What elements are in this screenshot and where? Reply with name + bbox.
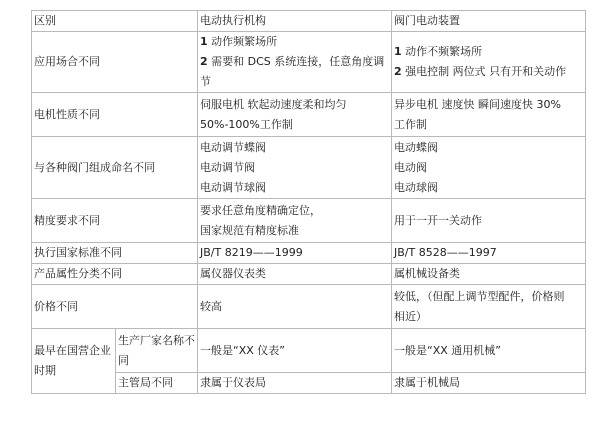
device-cell [392, 199, 586, 243]
device-cell [392, 93, 586, 137]
table-row-price [32, 285, 586, 329]
table-row-manufacturer [32, 329, 586, 373]
item-number: 2 [394, 65, 402, 78]
cell-line: 50%-100%工作制 [200, 117, 293, 131]
national-era-label: 最早在国营企业时期 [32, 329, 116, 394]
cell-line: 异步电机 速度快 瞬间速度快 30% [394, 97, 561, 111]
actuator-cell: 属仪器仪表类 [198, 264, 392, 285]
list-item [394, 42, 583, 62]
table-row-application [32, 32, 586, 93]
device-cell: 一般是“XX 通用机械” [392, 329, 586, 373]
row-label: 与各种阀门组成命名不同 [32, 137, 198, 199]
actuator-cell: 隶属于仪表局 [198, 373, 392, 394]
table-row-naming [32, 137, 586, 199]
list-item [200, 32, 389, 52]
item-text: 强电控制 两位式 只有开和关动作 [401, 65, 567, 78]
sub-row-label: 主管局不同 [116, 373, 198, 394]
actuator-cell: JB/T 8219——1999 [198, 243, 392, 264]
item-number: 1 [394, 45, 402, 58]
actuator-cell [198, 137, 392, 199]
cell-line: 电动调节蝶阀 [200, 140, 266, 154]
header-valve-electric-device: 阀门电动装置 [392, 11, 586, 32]
row-label: 价格不同 [32, 285, 198, 329]
cell-line: 要求任意角度精确定位， [200, 203, 321, 217]
list-item [200, 52, 389, 92]
device-cell: 隶属于机械局 [392, 373, 586, 394]
actuator-cell: 一般是“XX 仪表” [198, 329, 392, 373]
list-item [394, 62, 583, 82]
cell-line: 电动调节阀 [200, 160, 255, 174]
row-label: 电机性质不同 [32, 93, 198, 137]
cell-line: 国家规范有精度标准 [200, 223, 299, 237]
item-text: 动作不频繁场所 [401, 45, 483, 58]
header-electric-actuator: 电动执行机构 [198, 11, 392, 32]
actuator-cell [198, 199, 392, 243]
row-label: 产品属性分类不同 [32, 264, 198, 285]
cell-line: 电动球阀 [394, 180, 438, 194]
device-cell [392, 32, 586, 93]
device-cell [392, 137, 586, 199]
row-label: 执行国家标准不同 [32, 243, 198, 264]
cell-line: 工作制 [394, 117, 427, 131]
actuator-cell [198, 32, 392, 93]
device-cell: 属机械设备类 [392, 264, 586, 285]
cell-line: 电动蝶阀 [394, 140, 438, 154]
header-category: 区别 [32, 11, 198, 32]
actuator-cell [198, 93, 392, 137]
row-label: 精度要求不同 [32, 199, 198, 243]
item-number: 1 [200, 35, 208, 48]
cell-line: 较低，（但配上调节型配件，价格则 [394, 289, 565, 303]
cell-line: 相近） [394, 309, 427, 323]
cell-line: 电动阀 [394, 160, 427, 174]
sub-row-label: 生产厂家名称不同 [116, 329, 198, 373]
comparison-table [31, 10, 586, 394]
cell-line: 伺服电机 软起动速度柔和均匀 [200, 97, 347, 111]
table-row-category [32, 264, 586, 285]
table-row-precision [32, 199, 586, 243]
item-number: 2 [200, 55, 208, 68]
device-cell: JB/T 8528——1997 [392, 243, 586, 264]
cell-line: 用于一开一关动作 [394, 213, 482, 227]
row-label: 应用场合不同 [32, 32, 198, 93]
actuator-cell: 较高 [198, 285, 392, 329]
table-row-motor [32, 93, 586, 137]
item-text: 需要和 DCS 系统连接，任意角度调节 [200, 55, 385, 88]
table-row-standard [32, 243, 586, 264]
item-text: 动作频繁场所 [207, 35, 278, 48]
cell-line: 电动调节球阀 [200, 180, 266, 194]
table-row-bureau [32, 373, 586, 394]
device-cell [392, 285, 586, 329]
header-row [32, 11, 586, 32]
